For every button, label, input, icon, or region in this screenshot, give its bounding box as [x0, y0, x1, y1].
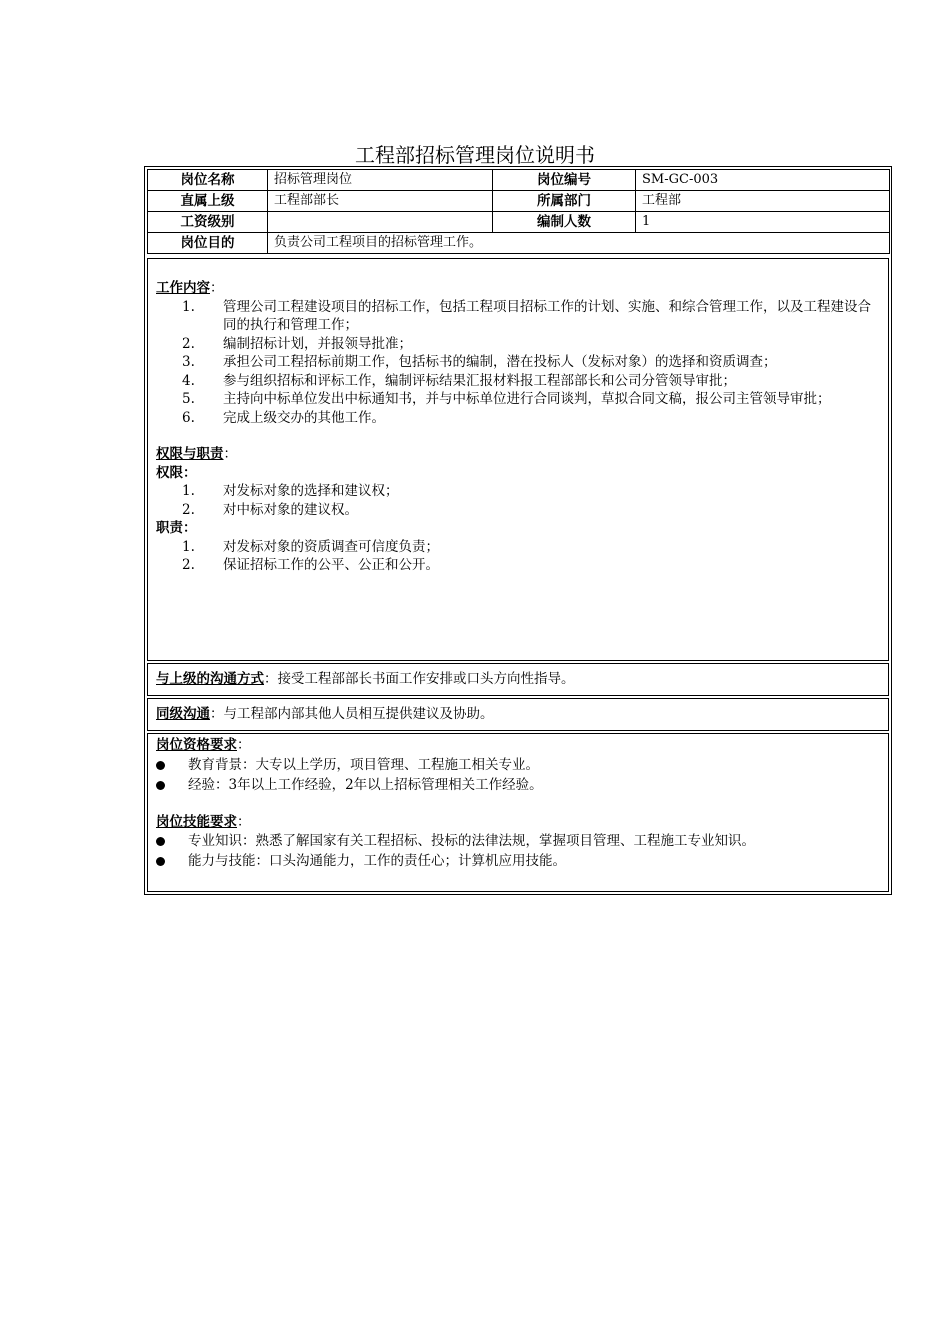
item-number: 1. — [182, 538, 195, 555]
document-title: 工程部招标管理岗位说明书 — [355, 143, 595, 167]
list-item — [156, 501, 880, 520]
item-text: 完成上级交办的其他工作。 — [223, 409, 385, 426]
position-info-table — [147, 169, 890, 254]
headcount-value: 1 — [636, 212, 890, 233]
position-code-value: SM-GC-003 — [636, 170, 890, 191]
list-item — [156, 538, 880, 557]
item-text: 教育背景：大专以上学历，项目管理、工程施工相关专业。 — [188, 756, 539, 773]
qualification-heading: 岗位资格要求 — [156, 737, 237, 753]
item-text: 经验：3年以上工作经验，2年以上招标管理相关工作经验。 — [188, 776, 543, 793]
table-row — [148, 191, 890, 212]
item-number: 3. — [182, 354, 195, 370]
department-value: 工程部 — [636, 191, 890, 212]
item-text: 对发标对象的资质调查可信度负责； — [223, 538, 439, 555]
item-text: 编制招标计划，并报领导批准； — [223, 335, 412, 352]
department-label: 所属部门 — [493, 191, 636, 212]
authority-heading: 权限与职责 — [156, 446, 224, 462]
item-number: 4. — [182, 372, 195, 389]
work-content-list — [156, 298, 880, 428]
list-item — [156, 775, 880, 795]
list-item — [156, 851, 880, 871]
colon: ： — [223, 446, 237, 462]
position-code-label: 岗位编号 — [493, 170, 636, 191]
list-item — [156, 353, 880, 372]
table-row — [148, 212, 890, 233]
skills-heading: 岗位技能要求 — [156, 813, 237, 830]
position-purpose-value: 负责公司工程项目的招标管理工作。 — [268, 233, 890, 254]
headcount-label: 编制人数 — [493, 212, 636, 233]
list-item — [156, 482, 880, 501]
item-text: 参与组织招标和评标工作，编制评标结果汇报材料报工程部部长和公司分管领导审批； — [223, 372, 736, 389]
rights-list — [156, 482, 880, 519]
list-item — [156, 390, 880, 409]
bullet-icon — [156, 761, 165, 770]
rights-label: 权限： — [156, 464, 197, 481]
superior-communication-label: 与上级的沟通方式 — [156, 671, 264, 687]
qualification-list — [156, 755, 880, 795]
list-item — [156, 409, 880, 428]
item-number: 6. — [182, 409, 195, 426]
salary-grade-label: 工资级别 — [148, 212, 268, 233]
list-item — [156, 298, 880, 335]
list-item — [156, 556, 880, 575]
list-item — [156, 831, 880, 851]
peer-communication-text: ：与工程部内部其他人员相互提供建议及协助。 — [210, 706, 494, 722]
skills-list — [156, 831, 880, 871]
item-number: 2. — [182, 557, 195, 573]
superior-communication-text: ：接受工程部部长书面工作安排或口头方向性指导。 — [264, 671, 575, 687]
position-name-value: 招标管理岗位 — [268, 170, 493, 191]
job-description-form — [144, 166, 892, 895]
list-item — [156, 755, 880, 775]
table-row — [148, 170, 890, 191]
supervisor-value: 工程部部长 — [268, 191, 493, 212]
item-text: 承担公司工程招标前期工作，包括标书的编制，潜在投标人（发标对象）的选择和资质调查； — [223, 354, 777, 370]
item-text: 对发标对象的选择和建议权； — [223, 483, 399, 499]
position-purpose-label: 岗位目的 — [148, 233, 268, 254]
item-text: 对中标对象的建议权。 — [223, 501, 358, 518]
item-text: 主持向中标单位发出中标通知书，并与中标单位进行合同谈判，草拟合同文稿，报公司主管领导审批； — [223, 391, 831, 407]
bullet-icon — [156, 857, 165, 866]
colon: ： — [237, 737, 251, 753]
item-number: 1. — [182, 483, 195, 499]
item-number: 1. — [182, 298, 195, 315]
table-row — [148, 233, 890, 254]
bullet-icon — [156, 837, 165, 846]
item-text: 保证招标工作的公平、公正和公开。 — [223, 557, 439, 573]
item-number: 2. — [182, 501, 195, 518]
superior-communication-section — [147, 663, 889, 696]
list-item — [156, 335, 880, 354]
colon: ： — [210, 280, 224, 296]
list-item — [156, 372, 880, 391]
bullet-icon — [156, 781, 165, 790]
salary-grade-value — [268, 212, 493, 233]
item-number: 5. — [182, 391, 195, 407]
duties-list — [156, 538, 880, 575]
position-name-label: 岗位名称 — [148, 170, 268, 191]
item-text: 能力与技能：口头沟通能力，工作的责任心；计算机应用技能。 — [188, 853, 566, 869]
work-content-heading: 工作内容 — [156, 280, 210, 296]
duties-label: 职责： — [156, 520, 197, 536]
peer-communication-section — [147, 698, 889, 731]
colon: ： — [237, 813, 251, 830]
supervisor-label: 直属上级 — [148, 191, 268, 212]
requirements-section — [147, 733, 889, 892]
item-text: 管理公司工程建设项目的招标工作，包括工程项目招标工作的计划、实施、和综合管理工作，以及工程建设合同的执行和管理工作； — [223, 298, 871, 333]
item-number: 2. — [182, 335, 195, 352]
item-text: 专业知识：熟悉了解国家有关工程招标、投标的法律法规，掌握项目管理、工程施工专业知识。 — [188, 833, 755, 849]
peer-communication-label: 同级沟通 — [156, 706, 210, 722]
work-content-section — [147, 258, 889, 661]
